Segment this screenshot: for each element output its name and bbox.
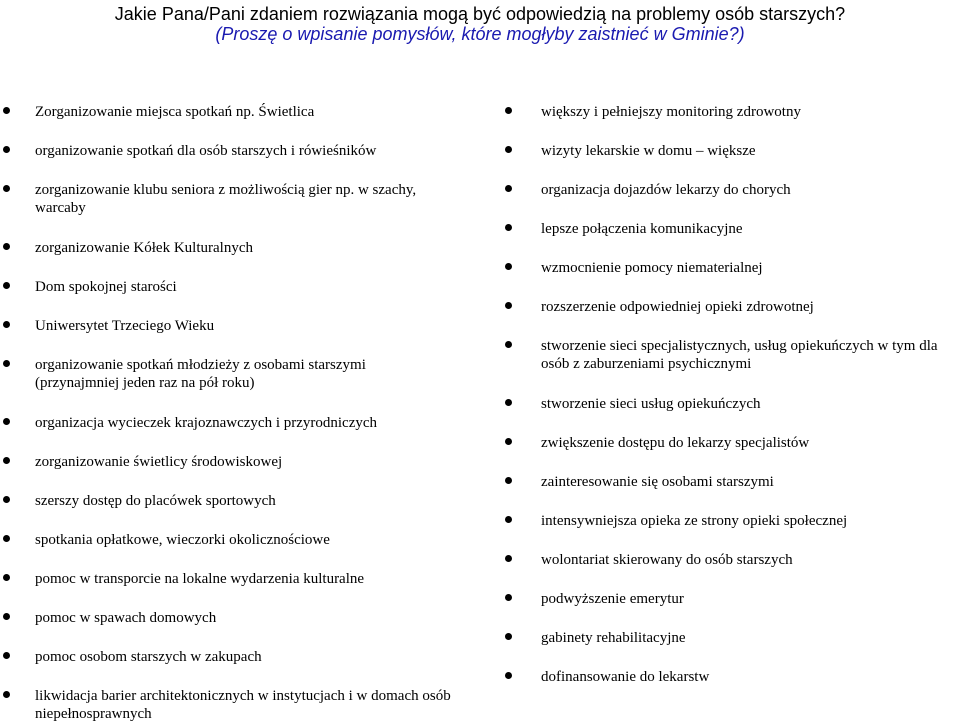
page-header xyxy=(0,4,960,44)
bullet-icon xyxy=(3,691,10,698)
list-item xyxy=(505,551,960,569)
list-item xyxy=(0,687,470,723)
bullet-icon xyxy=(505,302,512,309)
list-item xyxy=(0,317,470,335)
list-item xyxy=(505,473,960,491)
list-item xyxy=(505,512,960,530)
bullet-icon xyxy=(505,633,512,640)
bullet-icon xyxy=(505,224,512,231)
list-item-text: lepsze połączenia komunikacyjne xyxy=(541,221,743,237)
list-item xyxy=(505,220,960,238)
list-item-text: Dom spokojnej starości xyxy=(35,279,177,295)
list-item xyxy=(0,239,470,257)
bullet-icon xyxy=(3,535,10,542)
bullet-icon xyxy=(505,516,512,523)
list-item xyxy=(0,453,470,471)
list-item-text: gabinety rehabilitacyjne xyxy=(541,630,686,646)
list-item xyxy=(505,142,960,160)
bullet-icon xyxy=(3,243,10,250)
list-item-text: wzmocnienie pomocy niematerialnej xyxy=(541,260,763,276)
list-item xyxy=(0,492,470,510)
list-item-text: podwyższenie emerytur xyxy=(541,591,684,607)
bullet-icon xyxy=(505,594,512,601)
list-item-text: zorganizowanie Kółek Kulturalnych xyxy=(35,240,253,256)
list-item-text: stworzenie sieci specjalistycznych, usług opiekuńczych w tym dla osób z zaburzeniami psychicznymi xyxy=(541,338,938,372)
list-item-text: pomoc osobom starszych w zakupach xyxy=(35,649,262,665)
list-item xyxy=(505,337,960,373)
bullet-icon xyxy=(505,107,512,114)
list-item xyxy=(505,103,960,121)
bullet-icon xyxy=(505,672,512,679)
list-item xyxy=(0,278,470,296)
list-item-text: pomoc w spawach domowych xyxy=(35,610,217,626)
list-item-text: organizacja dojazdów lekarzy do chorych xyxy=(541,182,791,198)
list-item-text: rozszerzenie odpowiedniej opieki zdrowotnej xyxy=(541,299,814,315)
bullet-icon xyxy=(505,185,512,192)
bullet-icon xyxy=(3,496,10,503)
bullet-icon xyxy=(505,555,512,562)
list-item-text: zwiększenie dostępu do lekarzy specjalistów xyxy=(541,435,810,451)
list-item xyxy=(0,609,470,627)
bullet-icon xyxy=(505,399,512,406)
header-instruction: (Proszę o wpisanie pomysłów, które mogłyby zaistnieć w Gminie?) xyxy=(215,24,745,44)
list-item xyxy=(505,434,960,452)
header-question: Jakie Pana/Pani zdaniem rozwiązania mogą być odpowiedzią na problemy osób starszych? xyxy=(114,4,846,24)
list-item xyxy=(505,395,960,413)
list-item-text: organizowanie spotkań dla osób starszych i rówieśników xyxy=(35,143,377,159)
list-item xyxy=(0,531,470,549)
bullet-icon xyxy=(3,652,10,659)
list-item-text: dofinansowanie do lekarstw xyxy=(541,669,710,685)
list-item xyxy=(505,668,960,686)
list-item-text: stworzenie sieci usług opiekuńczych xyxy=(541,396,761,412)
bullet-icon xyxy=(3,282,10,289)
bullet-icon xyxy=(3,185,10,192)
bullet-icon xyxy=(505,341,512,348)
list-item-text: pomoc w transporcie na lokalne wydarzenia kulturalne xyxy=(35,571,365,587)
list-item-text: organizacja wycieczek krajoznawczych i przyrodniczych xyxy=(35,415,378,431)
list-item-text: zainteresowanie się osobami starszymi xyxy=(541,474,774,490)
list-item xyxy=(0,181,470,217)
list-item xyxy=(0,356,470,392)
list-item xyxy=(0,648,470,666)
list-item xyxy=(0,142,470,160)
list-item-text: większy i pełniejszy monitoring zdrowotny xyxy=(541,104,801,120)
bullet-icon xyxy=(3,146,10,153)
list-item xyxy=(0,103,470,121)
list-item-text: spotkania opłatkowe, wieczorki okolicznościowe xyxy=(35,532,330,548)
list-item xyxy=(505,181,960,199)
bullet-icon xyxy=(505,438,512,445)
list-item-text: zorganizowanie klubu seniora z możliwością gier np. w szachy, warcaby xyxy=(35,182,417,216)
list-item xyxy=(505,298,960,316)
list-item-text: likwidacja barier architektonicznych w instytucjach i w domach osób niepełnosprawnych xyxy=(35,688,451,722)
list-item-text: wolontariat skierowany do osób starszych xyxy=(541,552,793,568)
list-item-text: Uniwersytet Trzeciego Wieku xyxy=(35,318,215,334)
bullet-icon xyxy=(3,321,10,328)
bullet-icon xyxy=(3,107,10,114)
list-item-text: intensywniejsza opieka ze strony opieki społecznej xyxy=(541,513,848,529)
list-item-text: wizyty lekarskie w domu – większe xyxy=(541,143,756,159)
bullet-icon xyxy=(3,613,10,620)
list-item-text: Zorganizowanie miejsca spotkań np. Świetlica xyxy=(35,104,315,120)
list-item xyxy=(505,259,960,277)
bullet-icon xyxy=(505,146,512,153)
bullet-icon xyxy=(3,457,10,464)
bullet-icon xyxy=(3,360,10,367)
list-item xyxy=(505,629,960,647)
list-item-text: szerszy dostęp do placówek sportowych xyxy=(35,493,276,509)
bullet-icon xyxy=(3,574,10,581)
bullet-icon xyxy=(3,418,10,425)
list-item xyxy=(0,570,470,588)
list-item xyxy=(0,414,470,432)
list-item-text: zorganizowanie świetlicy środowiskowej xyxy=(35,454,283,470)
list-item-text: organizowanie spotkań młodzieży z osobami starszymi (przynajmniej jeden raz na pół roku) xyxy=(35,357,366,391)
bullet-icon xyxy=(505,263,512,270)
bullet-icon xyxy=(505,477,512,484)
list-item xyxy=(505,590,960,608)
